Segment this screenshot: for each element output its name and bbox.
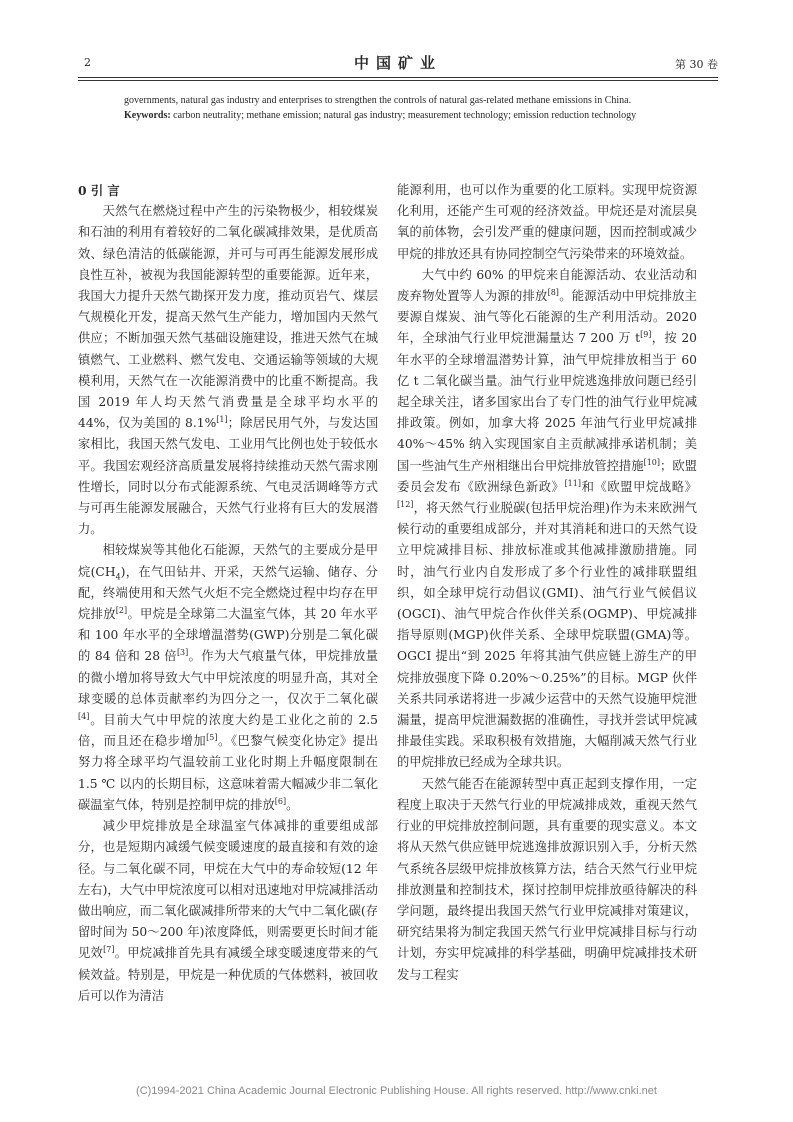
citation: [2] <box>115 605 128 615</box>
header-rule-thin <box>78 80 718 81</box>
section-heading: 0 引 言 <box>78 183 120 198</box>
journal-title: 中国矿业 <box>353 54 442 72</box>
copyright-footer: (C)1994-2021 China Academic Journal Electronic Publishing House. All rights reserved. http://www.cnki.net <box>136 1085 657 1097</box>
paragraph: 天然气能否在能源转型中真正起到支撑作用，一定程度上取决于天然气行业的甲烷减排成效，重视天然气行业的甲烷排放控制问题，具有重要的现实意义。本文将从天然气供应链甲烷逃逸排放源识别入手，分析天然气系统各层级甲烷排放核算方法，结合天然气行业甲烷排放测量和控制技术，探讨控制甲烷排放亟待解决的科学问题，最终提出我国天然气行业甲烷减排对策建议，研究结果将为制定我国天然气行业甲烷减排目标与行动计划，夯实甲烷减排的科学基础，明确甲烷减排技术研发与工程实 <box>397 776 697 982</box>
abstract-text: governments, natural gas industry and enterprises to strengthen the controls of natural gas-related methane emissions in China. <box>124 95 632 106</box>
page-number: 2 <box>84 56 91 69</box>
keywords-line <box>124 108 669 123</box>
citation: [8] <box>547 287 559 297</box>
paragraph: 减少甲烷排放是全球温室气体减排的重要组成部分，也是短期内减缓气候变暖速度的最直接和有效的途径。与二氧化碳不同，甲烷在大气中的寿命较短(12 年左右)，大气中甲烷浓度可以相对迅速地对甲烷减排活动做出响应，而二氧化碳减排所带来的大气中二氧化碳(存留时间为 50～200 年)浓度降低，则需要更长时间才能见效[7]。甲烷减排首先具有减缓全球变暖速度带来的气候效益。特别是，甲烷是一种优质的气体燃料，被回收后可以作为清洁 <box>78 819 378 1003</box>
paragraph: 大气中约 60% 的甲烷来自能源活动、农业活动和废弃物处置等人为源的排放[8]。能源活动中甲烷排放主要源自煤炭、油气等化石能源的生产利用活动。2020 年，全球油气行业甲烷泄漏量达 7 200 万 t[9]，按 20 年水平的全球增温潜势计算，油气甲烷排放相当于 60 亿 t 二氧化碳当量。油气行业甲烷逃逸排放问题已经引起全球关注，诸多国家出台了专门性的油气行业甲烷减排政策。例如，加拿大将 2025 年油气行业甲烷减排 40%～45% 纳入实现国家自主贡献减排承诺机制；美国一些油气生产州相继出台甲烷排放管控措施[10]；欧盟委员会发布《欧洲绿色新政》[11]和《欧盟甲烷战略》[12]，将天然气行业脱碳(包括甲烷治理)作为未来欧洲气候行动的重要组成部分，并对其消耗和进口的天然气设立甲烷减排目标、排放标准或其他减排激励措施。同时，油气行业内自发形成了多个行业性的减排联盟组织，如全球甲烷行动倡议(GMI)、油气行业气候倡议(OGCI)、油气甲烷合作伙伴关系(OGMP)、甲烷减排指导原则(MGP)伙伴关系、全球甲烷联盟(GMA)等。OGCI 提出“到 2025 年将其油气供应链上游生产的甲烷排放强度下降 0.20%～0.25%”的目标。MGP 伙伴关系共同承诺将进一步减少运营中的天然气设施甲烷泄漏量，提高甲烷泄漏数据的准确性，寻找并尝试甲烷减排最佳实践。采取积极有效措施，大幅削减天然气行业的甲烷排放已经成为全球共识。 <box>397 267 697 770</box>
citation: [5] <box>206 733 218 743</box>
left-column <box>78 180 378 1007</box>
abstract-block <box>124 93 669 123</box>
paragraph: 能源利用，也可以作为重要的化工原料。实现甲烷资源化利用，还能产生可观的经济效益。甲烷还是对流层臭氧的前体物，会引发严重的健康问题，因而控制或减少甲烷的排放还具有协同控制空气污染带来的环境效益。 <box>397 183 697 261</box>
keywords-text: carbon neutrality; methane emission; natural gas industry; measurement technology; emission reduction technology <box>173 110 637 121</box>
citation: [6] <box>274 796 287 806</box>
paragraph: 相较煤炭等其他化石能源，天然气的主要成分是甲烷$(CH_4)$，在气田钻井、开采，天然气运输、储存、分配，终端使用和天然气火炬不完全燃烧过程中均存在甲烷排放[2]。甲烷是全球第二大温室气体，其 20 年水平和 100 年水平的全球增温潜势(GWP)分别是二氧化碳的 84 倍和 28 倍[3]。作为大气痕量气体，甲烷排放量的微小增加将导致大气中甲烷浓度的明显升高，其对全球变暖的总体贡献率约为四分之一，仅次于二氧化碳[4]。目前大气中甲烷的浓度大约是工业化之前的 2.5 倍，而且还在稳步增加[5]。《巴黎气候变化协定》提出努力将全球平均气温较前工业化时期上升幅度限制在 1.5 ℃ 以内的长期目标，这意味着需大幅减少非二氧化碳温室气体，特别是控制甲烷的排放[6]。 <box>78 543 378 812</box>
citation: [12] <box>397 499 414 509</box>
citation: [11] <box>564 478 581 488</box>
volume-label: 第 30 卷 <box>675 58 718 71</box>
paragraph: 天然气在燃烧过程中产生的污染物极少，相较煤炭和石油的利用有着较好的二氧化碳减排效果，是优质高效、绿色清洁的低碳能源，并可与可再生能源发展形成良性互补，被视为我国能源转型的重要能源。近年来，我国大力提升天然气勘探开发力度，推动页岩气、煤层气规模化开发，提高天然气生产能力，增加国内天然气供应；不断加强天然气基础设施建设，推进天然气在城镇燃气、工业燃料、燃气发电、交通运输等领域的大规模利用，天然气在一次能源消费中的比重不断提高。我国 2019 年人均天然气消费量是全球平均水平的 44%，仅为美国的 8.1%[1]；除居民用气外，与发达国家相比，我国天然气发电、工业用气比例也处于较低水平。我国宏观经济高质量发展将持续推动天然气需求刚性增长，同时以分布式能源系统、气电灵活调峰等方式与可再生能源发展融合，天然气行业将有巨大的发展潜力。 <box>78 204 378 537</box>
citation: [7] <box>103 945 115 955</box>
citation: [10] <box>643 457 661 467</box>
right-column <box>397 180 697 986</box>
header-rule-thick <box>78 77 718 78</box>
citation: [4] <box>78 711 90 721</box>
citation: [9] <box>640 330 652 340</box>
keywords-label: Keywords: <box>124 110 171 121</box>
citation: [1] <box>216 415 228 425</box>
page-header <box>78 52 718 76</box>
citation: [3] <box>176 648 189 658</box>
